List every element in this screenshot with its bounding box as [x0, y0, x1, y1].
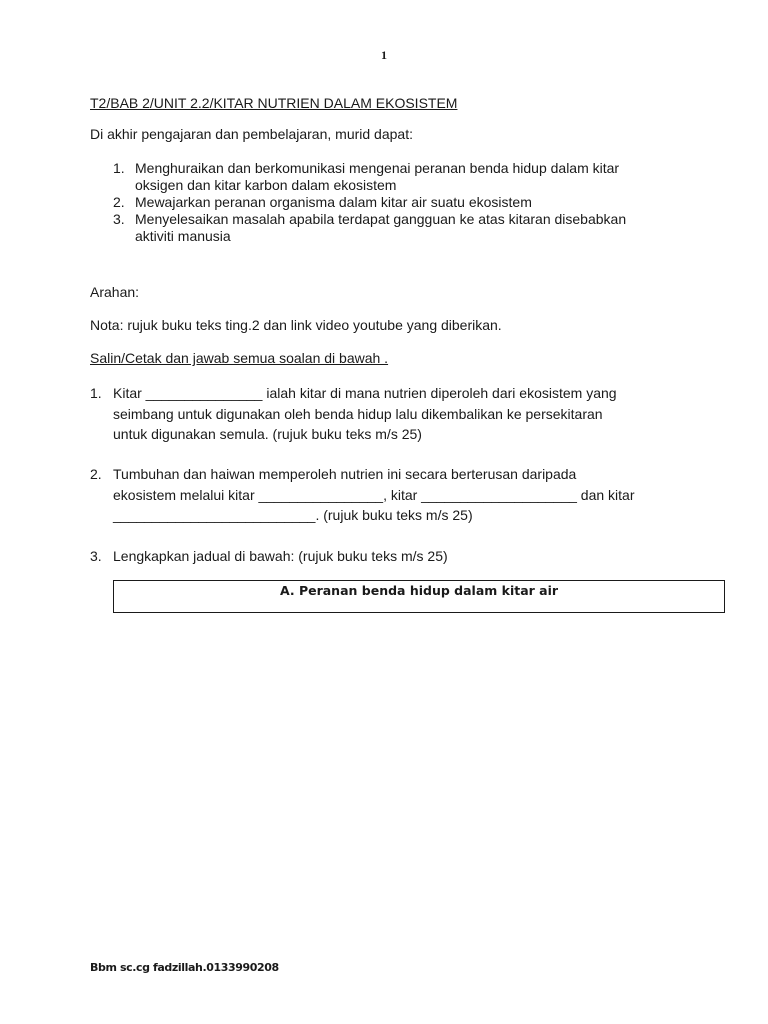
objective-line: oksigen dan kitar karbon dalam ekosistem [135, 177, 397, 193]
question-number: 1. [90, 385, 102, 401]
footer-credit: Bbm sc.cg fadzillah.0133990208 [90, 961, 279, 974]
objective-line: aktiviti manusia [135, 228, 231, 244]
question-3 [90, 546, 700, 567]
question-line: seimbang untuk digunakan oleh benda hidup lalu dikembalikan ke persekitaran [113, 405, 603, 422]
document-title: T2/BAB 2/UNIT 2.2/KITAR NUTRIEN DALAM EKOSISTEM [90, 95, 458, 111]
question-line: untuk digunakan semula. (rujuk buku teks m/s 25) [113, 426, 422, 442]
page-number: 1 [381, 48, 387, 62]
objective-number: 3. [113, 211, 125, 227]
question-1 [90, 383, 700, 445]
instructions-heading: Arahan: [90, 284, 140, 300]
objective-number: 1. [113, 160, 125, 176]
question-line: __________________________. (rujuk buku teks m/s 25) [113, 507, 473, 523]
water-cycle-table [113, 580, 725, 613]
question-number: 2. [90, 466, 102, 482]
objective-line: Menyelesaikan masalah apabila terdapat gangguan ke atas kitaran disebabkan [135, 211, 627, 227]
objective-item [113, 160, 693, 194]
objective-line: Mewajarkan peranan organisma dalam kitar air suatu ekosistem [135, 194, 532, 210]
objective-number: 2. [113, 194, 125, 210]
question-line: Kitar _______________ ialah kitar di mana nutrien diperoleh dari ekosistem yang [113, 385, 617, 401]
learning-objectives-list [113, 160, 693, 245]
question-number: 3. [90, 548, 102, 564]
question-line: ekosistem melalui kitar ________________, kitar ____________________ dan kitar [113, 486, 635, 503]
objective-line: Menghuraikan dan berkomunikasi mengenai peranan benda hidup dalam kitar [135, 160, 620, 176]
objective-item [113, 211, 693, 245]
table-header: A. Peranan benda hidup dalam kitar air [279, 583, 559, 598]
question-line: Lengkapkan jadual di bawah: (rujuk buku teks m/s 25) [113, 548, 448, 564]
question-line: Tumbuhan dan haiwan memperoleh nutrien ini secara berterusan daripada [113, 466, 577, 482]
task-instruction: Salin/Cetak dan jawab semua soalan di bawah . [90, 350, 389, 366]
question-2 [90, 464, 700, 526]
objective-item [113, 194, 693, 211]
note-text: Nota: rujuk buku teks ting.2 dan link video youtube yang diberikan. [90, 317, 502, 333]
intro-text: Di akhir pengajaran dan pembelajaran, murid dapat: [90, 126, 413, 142]
